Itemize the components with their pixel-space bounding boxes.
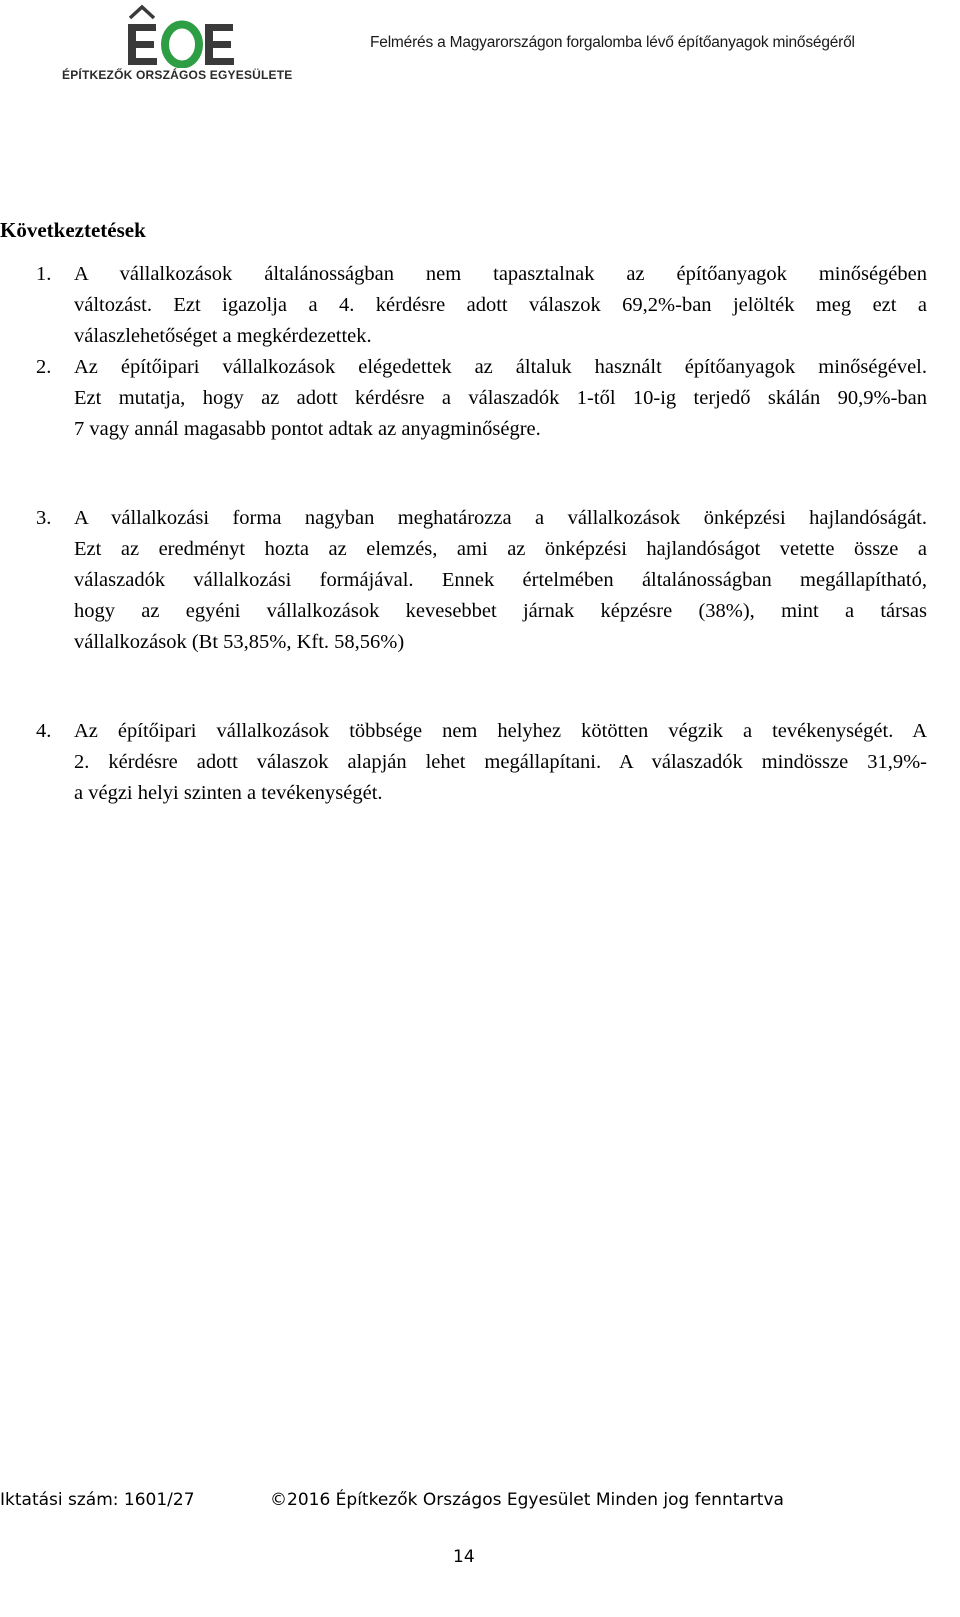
page-number: 14 — [453, 1547, 475, 1567]
item-line: Ezt az eredményt hozta az elemzés, ami az önképzési hajlandóságot vetette össze a — [74, 538, 927, 560]
item-line: válaszlehetőséget a megkérdezettek. — [74, 325, 372, 347]
section-title: Következtetések — [0, 218, 146, 242]
eoe-logo-mark — [62, 4, 302, 68]
item-number: 1. — [36, 263, 52, 285]
item-line: változást. Ezt igazolja a 4. kérdésre adott válaszok 69,2%-ban jelölték meg ezt a — [74, 294, 927, 316]
item-text — [74, 352, 927, 445]
item-line: Az építőipari vállalkozások elégedettek az általuk használt építőanyagok minőségével. — [74, 356, 927, 378]
item-number: 4. — [36, 720, 52, 742]
item-line: válaszadók vállalkozási formájával. Ennek értelmében általánosságban megállapítható, — [74, 569, 927, 591]
header-title: Felmérés a Magyarországon forgalomba lévő építőanyagok minőségéről — [370, 34, 855, 51]
eoe-logo — [62, 4, 302, 86]
item-line: Ezt mutatja, hogy az adott kérdésre a válaszadók 1-től 10-ig terjedő skálán 90,9%-ban — [74, 387, 927, 409]
item-number: 3. — [36, 507, 52, 529]
item-text — [74, 259, 927, 352]
conclusion-item — [0, 352, 927, 445]
item-line: a végzi helyi szinten a tevékenységét. — [74, 782, 383, 804]
item-line: 7 vagy annál magasabb pontot adtak az anyagminőségre. — [74, 418, 541, 440]
item-text — [74, 503, 927, 658]
conclusion-item — [0, 259, 927, 352]
item-line: A vállalkozások általánosságban nem tapasztalnak az építőanyagok minőségében — [74, 263, 927, 285]
logo-subtitle: ÉPÍTKEZŐK ORSZÁGOS EGYESÜLETE — [62, 68, 293, 82]
item-line: vállalkozások (Bt 53,85%, Kft. 58,56%) — [74, 631, 405, 653]
item-line: A vállalkozási forma nagyban meghatározza a vállalkozások önképzési hajlandóságát. — [74, 507, 927, 529]
conclusion-item — [0, 503, 927, 658]
footer-reg-number: Iktatási szám: 1601/27 — [0, 1490, 195, 1510]
item-line: hogy az egyéni vállalkozások kevesebbet járnak képzésre (38%), mint a társas — [74, 600, 927, 622]
conclusion-item — [0, 716, 927, 809]
item-text — [74, 716, 927, 809]
footer-copyright: ©2016 Építkezők Országos Egyesület Minden jog fenntartva — [270, 1490, 784, 1510]
item-number: 2. — [36, 356, 52, 378]
item-line: 2. kérdésre adott válaszok alapján lehet megállapítani. A válaszadók mindössze 31,9%- — [74, 751, 927, 773]
item-line: Az építőipari vállalkozások többsége nem helyhez kötötten végzik a tevékenységét. A — [74, 720, 927, 742]
